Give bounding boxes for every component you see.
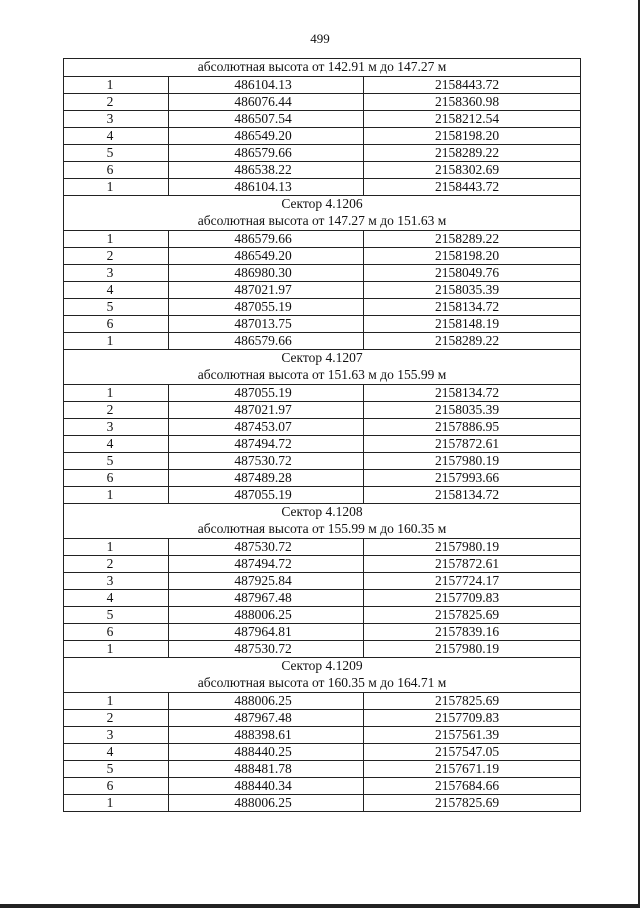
point-number: 6: [64, 624, 169, 641]
coordinate-x: 487055.19: [169, 487, 364, 504]
coordinate-y: 2157980.19: [364, 641, 581, 658]
coordinate-x: 486579.66: [169, 333, 364, 350]
coordinate-y: 2157825.69: [364, 693, 581, 710]
point-number: 1: [64, 333, 169, 350]
coordinate-x: 488006.25: [169, 607, 364, 624]
table-row: [64, 94, 581, 111]
coordinate-y: 2158134.72: [364, 487, 581, 504]
coordinate-y: 2157993.66: [364, 470, 581, 487]
point-number: 1: [64, 179, 169, 196]
coordinate-x: 487925.84: [169, 573, 364, 590]
coordinate-y: 2157872.61: [364, 436, 581, 453]
coordinate-y: 2158289.22: [364, 145, 581, 162]
table-row: [64, 641, 581, 658]
point-number: 1: [64, 385, 169, 402]
coordinates-table: [63, 58, 581, 812]
table-row: [64, 727, 581, 744]
point-number: 4: [64, 744, 169, 761]
point-number: 1: [64, 641, 169, 658]
point-number: 1: [64, 539, 169, 556]
table-row: [64, 111, 581, 128]
point-number: 2: [64, 94, 169, 111]
altitude-range: абсолютная высота от 155.99 м до 160.35 м: [64, 521, 581, 539]
coordinate-y: 2157561.39: [364, 727, 581, 744]
table-row: [64, 761, 581, 778]
table-row: [64, 248, 581, 265]
coordinate-y: 2158035.39: [364, 402, 581, 419]
altitude-range: абсолютная высота от 147.27 м до 151.63 м: [64, 213, 581, 231]
coordinate-y: 2158289.22: [364, 333, 581, 350]
coordinate-x: 486104.13: [169, 77, 364, 94]
coordinate-y: 2157709.83: [364, 710, 581, 727]
coordinate-y: 2157980.19: [364, 453, 581, 470]
table-row: [64, 470, 581, 487]
coordinate-x: 486549.20: [169, 248, 364, 265]
table-row: [64, 573, 581, 590]
coordinate-y: 2158212.54: [364, 111, 581, 128]
table-row: [64, 145, 581, 162]
coordinate-x: 487453.07: [169, 419, 364, 436]
point-number: 1: [64, 487, 169, 504]
coordinate-x: 486549.20: [169, 128, 364, 145]
point-number: 4: [64, 590, 169, 607]
point-number: 3: [64, 419, 169, 436]
point-number: 1: [64, 77, 169, 94]
coordinate-y: 2157684.66: [364, 778, 581, 795]
point-number: 4: [64, 436, 169, 453]
table-row: [64, 419, 581, 436]
coordinate-y: 2157825.69: [364, 607, 581, 624]
coordinate-y: 2157709.83: [364, 590, 581, 607]
coordinate-x: 487967.48: [169, 710, 364, 727]
table-row: [64, 624, 581, 641]
point-number: 5: [64, 607, 169, 624]
table-row: [64, 795, 581, 812]
sector-title-row: [64, 350, 581, 368]
point-number: 6: [64, 316, 169, 333]
coordinate-x: 488006.25: [169, 795, 364, 812]
table-row: [64, 333, 581, 350]
point-number: 6: [64, 778, 169, 795]
coordinate-x: 486538.22: [169, 162, 364, 179]
coordinate-y: 2158443.72: [364, 179, 581, 196]
coordinate-x: 487530.72: [169, 641, 364, 658]
coordinate-y: 2158302.69: [364, 162, 581, 179]
table-row: [64, 299, 581, 316]
coordinate-y: 2157980.19: [364, 539, 581, 556]
sector-title-row: [64, 504, 581, 522]
sector-title: Сектор 4.1209: [64, 658, 581, 676]
coordinate-y: 2158134.72: [364, 299, 581, 316]
sector-title-row: [64, 658, 581, 676]
point-number: 5: [64, 299, 169, 316]
table-row: [64, 778, 581, 795]
altitude-range-row: [64, 367, 581, 385]
point-number: 5: [64, 761, 169, 778]
altitude-range-row: [64, 521, 581, 539]
table-row: [64, 607, 581, 624]
coordinate-y: 2158198.20: [364, 128, 581, 145]
coordinate-x: 486076.44: [169, 94, 364, 111]
table-row: [64, 282, 581, 299]
coordinate-x: 487021.97: [169, 282, 364, 299]
table-row: [64, 487, 581, 504]
table-row: [64, 231, 581, 248]
table-row: [64, 744, 581, 761]
table-row: [64, 693, 581, 710]
point-number: 5: [64, 453, 169, 470]
table-row: [64, 265, 581, 282]
coordinate-x: 488398.61: [169, 727, 364, 744]
table-row: [64, 128, 581, 145]
coordinate-y: 2158148.19: [364, 316, 581, 333]
sector-title: Сектор 4.1208: [64, 504, 581, 522]
sector-title: Сектор 4.1207: [64, 350, 581, 368]
altitude-range-row: [64, 675, 581, 693]
table-row: [64, 385, 581, 402]
coordinate-y: 2157872.61: [364, 556, 581, 573]
coordinate-y: 2157886.95: [364, 419, 581, 436]
point-number: 1: [64, 795, 169, 812]
coordinate-x: 487021.97: [169, 402, 364, 419]
coordinate-y: 2157671.19: [364, 761, 581, 778]
table-row: [64, 162, 581, 179]
sector-title: Сектор 4.1206: [64, 196, 581, 214]
table-row: [64, 436, 581, 453]
coordinate-x: 487967.48: [169, 590, 364, 607]
coordinate-x: 488481.78: [169, 761, 364, 778]
point-number: 3: [64, 727, 169, 744]
point-number: 3: [64, 265, 169, 282]
coordinate-x: 487055.19: [169, 299, 364, 316]
point-number: 2: [64, 710, 169, 727]
altitude-range: абсолютная высота от 142.91 м до 147.27 м: [64, 59, 581, 77]
table-row: [64, 402, 581, 419]
table-row: [64, 77, 581, 94]
point-number: 3: [64, 111, 169, 128]
altitude-range-row: [64, 213, 581, 231]
coordinate-x: 486104.13: [169, 179, 364, 196]
coordinate-x: 487494.72: [169, 556, 364, 573]
coordinate-x: 488006.25: [169, 693, 364, 710]
page-number: 499: [310, 31, 330, 46]
table-row: [64, 556, 581, 573]
coordinate-y: 2157825.69: [364, 795, 581, 812]
coordinate-x: 486980.30: [169, 265, 364, 282]
altitude-range-row: [64, 59, 581, 77]
point-number: 3: [64, 573, 169, 590]
table-row: [64, 539, 581, 556]
coordinate-y: 2158049.76: [364, 265, 581, 282]
coordinate-y: 2158443.72: [364, 77, 581, 94]
sector-title-row: [64, 196, 581, 214]
altitude-range: абсолютная высота от 160.35 м до 164.71 м: [64, 675, 581, 693]
coordinate-x: 486507.54: [169, 111, 364, 128]
coordinate-x: 487013.75: [169, 316, 364, 333]
coordinate-x: 487964.81: [169, 624, 364, 641]
coordinate-y: 2157839.16: [364, 624, 581, 641]
coordinate-y: 2157724.17: [364, 573, 581, 590]
coordinate-x: 487055.19: [169, 385, 364, 402]
point-number: 6: [64, 470, 169, 487]
coordinate-y: 2158198.20: [364, 248, 581, 265]
coordinate-x: 488440.25: [169, 744, 364, 761]
point-number: 6: [64, 162, 169, 179]
point-number: 1: [64, 693, 169, 710]
point-number: 4: [64, 282, 169, 299]
coordinate-x: 487530.72: [169, 453, 364, 470]
coordinate-x: 486579.66: [169, 231, 364, 248]
coordinate-y: 2157547.05: [364, 744, 581, 761]
coordinate-y: 2158035.39: [364, 282, 581, 299]
coordinate-x: 487489.28: [169, 470, 364, 487]
point-number: 4: [64, 128, 169, 145]
point-number: 2: [64, 556, 169, 573]
table-row: [64, 590, 581, 607]
point-number: 2: [64, 402, 169, 419]
table-row: [64, 179, 581, 196]
point-number: 1: [64, 231, 169, 248]
altitude-range: абсолютная высота от 151.63 м до 155.99 м: [64, 367, 581, 385]
point-number: 2: [64, 248, 169, 265]
coordinates-table-body: [64, 59, 581, 812]
coordinate-x: 488440.34: [169, 778, 364, 795]
point-number: 5: [64, 145, 169, 162]
table-row: [64, 316, 581, 333]
table-row: [64, 710, 581, 727]
table-row: [64, 453, 581, 470]
coordinate-x: 487530.72: [169, 539, 364, 556]
coordinate-x: 486579.66: [169, 145, 364, 162]
coordinate-y: 2158134.72: [364, 385, 581, 402]
coordinate-x: 487494.72: [169, 436, 364, 453]
coordinate-y: 2158360.98: [364, 94, 581, 111]
coordinate-y: 2158289.22: [364, 231, 581, 248]
